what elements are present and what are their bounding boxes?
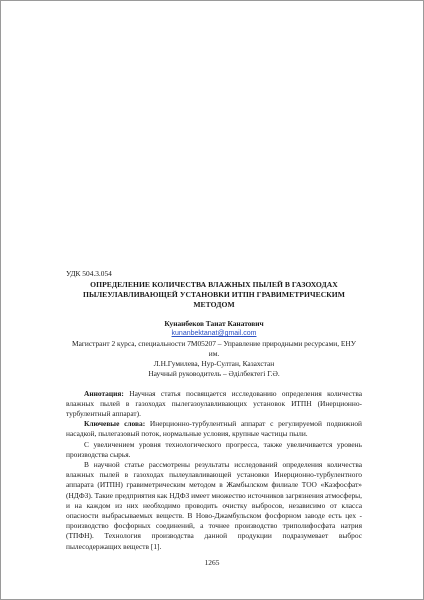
author-affiliation-line-2: Л.Н.Гумилева, Нур-Султан, Казахстан bbox=[153, 359, 275, 369]
keywords-text: Инерционно-турбулентный аппарат с регулируемой подвижной насадкой, пылегазовый поток, нормальные условия, крупные частицы пыли. bbox=[66, 419, 363, 439]
article-body bbox=[66, 269, 362, 552]
author-email-link[interactable]: kunanbektanat@gmail.com bbox=[171, 330, 257, 338]
author-name: Кунанбеков Таиат Канатович bbox=[164, 319, 264, 329]
abstract-label: Аннотация: bbox=[84, 388, 124, 398]
abstract-text: Научная статья посвящается исследованию определения количества влажных пылей в газоходах пылегазоулавливающих установок ИТПН (Инерционно-турбулентный аппарат). bbox=[66, 388, 362, 419]
body-paragraph-1: С увеличением уровня технологического прогресса, также увеличивается уровень производства сырья. bbox=[66, 439, 362, 459]
supervisor: Научный руководитель – Әділбектегі Г.Ә. bbox=[148, 369, 280, 379]
keywords-label: Ключевые слова: bbox=[84, 419, 146, 429]
abstract-paragraph bbox=[66, 389, 362, 420]
udk-code: УДК 504.3.054 bbox=[66, 269, 112, 278]
article-title: ОПРЕДЕЛЕНИЕ КОЛИЧЕСТВА ВЛАЖНЫХ ПЫЛЕЙ В ГАЗОХОДАХ ПЫЛЕУЛАВЛИВАЮЩЕЙ УСТАНОВКИ ИТПН ГРАВИМЕТРИЧЕСКИМ МЕТОДОМ bbox=[83, 280, 345, 310]
author-affiliation-line-1: Магистрант 2 курса, специальности 7М05207 – Управление природными ресурсами, ЕНУ им. bbox=[72, 338, 356, 359]
keywords-paragraph bbox=[66, 419, 362, 439]
page-number: 1265 bbox=[204, 558, 220, 567]
body-paragraph-2: В научной статье рассмотрены результаты исследований определения количества влажных пылей в газоходах пылеулавливающей установки Инерционно-турбулентного аппарата (ИТПН) гравиметрическим методом в Жамбылском филиале ТОО «Казфосфат» (НДФЗ). Такие предприятия как НДФЗ имеет множество источников загрязнения атмосферы, и на каждом из них необходимо проводить очистку выбросов, независимо от класса опасности выбрасываемых веществ. В Ново-Джамбульском фосфорном заводе есть цех - производство фосфорных соединений, а точнее производство триполифосфата натрия (ТПФН). Технология производства данной продукции подразумевает выброс пылесодержащих веществ [1]. bbox=[66, 460, 362, 551]
